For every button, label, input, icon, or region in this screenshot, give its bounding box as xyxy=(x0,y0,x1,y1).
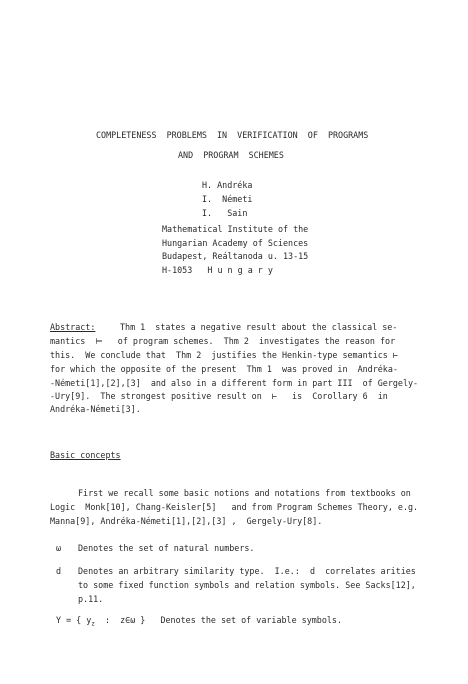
abstract-line-2: mantics ⊨ of program schemes. Thm 2 investigates the reason for xyxy=(50,336,396,346)
definition-text-d-line-2: to some fixed function symbols and relation symbols. See Sacks[12], xyxy=(78,580,416,590)
affiliation-line-4: H-1053 H u n g a r y xyxy=(162,265,273,275)
variables-definition xyxy=(56,615,342,630)
definition-text-d-line-3: p.11. xyxy=(78,594,104,604)
abstract-line-6: -Ury[9]. The strongest positive result on ⊢ is Corollary 6 in xyxy=(50,391,388,401)
intro-line-3: Manna[9], Andréka-Németi[1],[2],[3] , Gergely-Ury[8]. xyxy=(50,516,323,526)
variables-subscript: z xyxy=(91,620,95,628)
intro-line-1: First we recall some basic notions and notations from textbooks on xyxy=(78,488,411,498)
definition-symbol-d: d xyxy=(56,566,62,576)
section-heading: Basic concepts xyxy=(50,450,121,460)
abstract-line-1: Thm 1 states a negative result about the classical se- xyxy=(120,322,398,332)
author-3: I. Sain xyxy=(202,208,248,218)
author-1: H. Andréka xyxy=(202,180,253,190)
paper-title-line-2: AND PROGRAM SCHEMES xyxy=(178,150,284,160)
paper-title-line-1: COMPLETENESS PROBLEMS IN VERIFICATION OF PROGRAMS xyxy=(96,130,369,140)
affiliation-line-2: Hungarian Academy of Sciences xyxy=(162,238,309,248)
abstract-line-7: Andréka-Németi[3]. xyxy=(50,404,141,414)
intro-line-2: Logic Monk[10], Chang-Keisler[5] and from Program Schemes Theory, e.g. xyxy=(50,502,419,512)
affiliation-line-3: Budapest, Reáltanoda u. 13-15 xyxy=(162,251,309,261)
affiliation-line-1: Mathematical Institute of the xyxy=(162,224,309,234)
variables-lhs: Y = { y xyxy=(56,615,92,625)
abstract-line-5: -Németi[1],[2],[3] and also in a different form in part III of Gergely- xyxy=(50,378,419,388)
definition-text-omega: Denotes the set of natural numbers. xyxy=(78,543,255,553)
variables-rhs: : z∈ω } Denotes the set of variable symbols. xyxy=(94,615,342,625)
author-2: I. Németi xyxy=(202,194,253,204)
definition-symbol-omega: ω xyxy=(56,543,62,553)
abstract-line-4: for which the opposite of the present Thm 1 was proved in Andréka- xyxy=(50,364,398,374)
definition-text-d-line-1: Denotes an arbitrary similarity type. I.e.: d correlates arities xyxy=(78,566,416,576)
abstract-line-3: this. We conclude that Thm 2 justifies the Henkin-type semantics ⊢ xyxy=(50,350,398,360)
abstract-label: Abstract: xyxy=(50,322,96,332)
